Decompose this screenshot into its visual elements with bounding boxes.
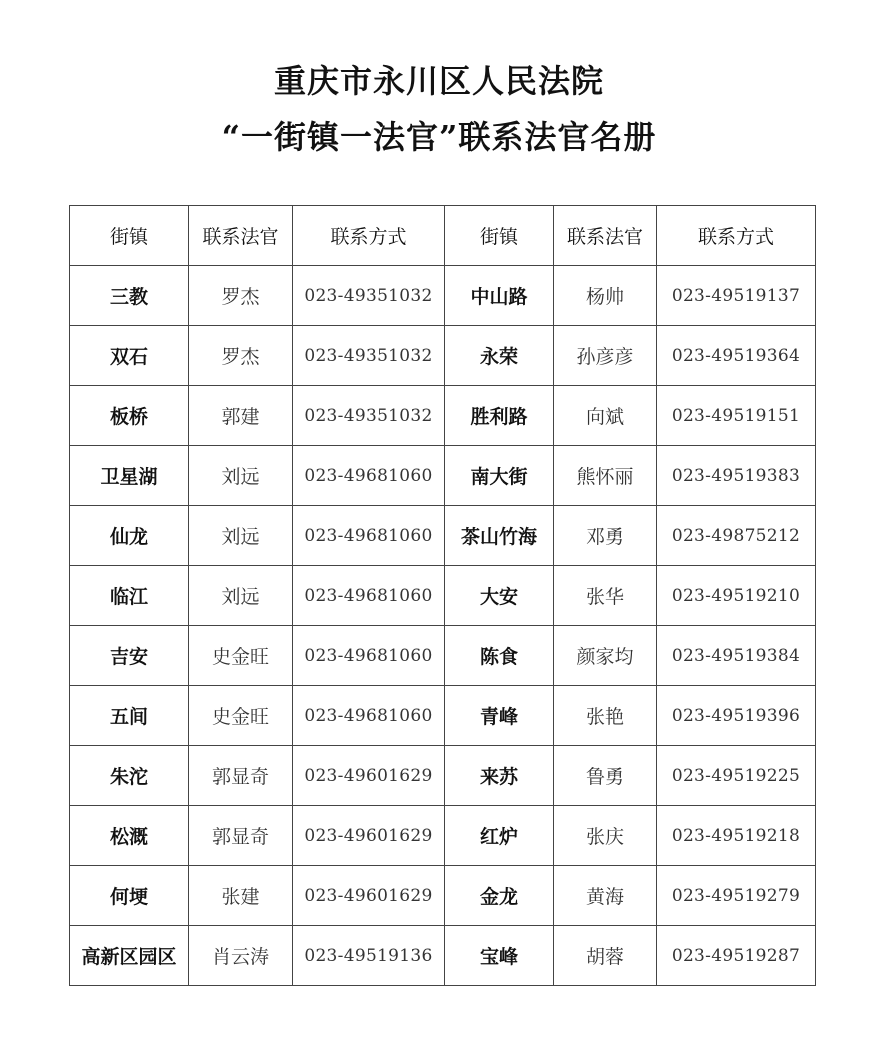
header-town-right: 街镇 <box>445 206 554 266</box>
cell-town: 青峰 <box>445 686 554 746</box>
cell-judge: 史金旺 <box>189 686 293 746</box>
cell-phone: 023-49519210 <box>657 566 816 626</box>
header-town-left: 街镇 <box>70 206 189 266</box>
cell-judge: 郭显奇 <box>189 746 293 806</box>
cell-phone: 023-49681060 <box>293 446 445 506</box>
cell-phone: 023-49519225 <box>657 746 816 806</box>
table-row <box>70 506 816 566</box>
cell-town: 五间 <box>70 686 189 746</box>
cell-town: 仙龙 <box>70 506 189 566</box>
header-contact-left: 联系方式 <box>293 206 445 266</box>
cell-phone: 023-49601629 <box>293 866 445 926</box>
cell-judge: 黄海 <box>554 866 657 926</box>
cell-judge: 罗杰 <box>189 266 293 326</box>
cell-town: 板桥 <box>70 386 189 446</box>
cell-judge: 张华 <box>554 566 657 626</box>
cell-town: 大安 <box>445 566 554 626</box>
table-row <box>70 386 816 446</box>
cell-judge: 肖云涛 <box>189 926 293 986</box>
cell-phone: 023-49519384 <box>657 626 816 686</box>
cell-town: 中山路 <box>445 266 554 326</box>
cell-phone: 023-49519218 <box>657 806 816 866</box>
header-judge-right: 联系法官 <box>554 206 657 266</box>
cell-judge: 杨帅 <box>554 266 657 326</box>
cell-town: 来苏 <box>445 746 554 806</box>
cell-phone: 023-49681060 <box>293 506 445 566</box>
cell-town: 胜利路 <box>445 386 554 446</box>
cell-town: 陈食 <box>445 626 554 686</box>
cell-judge: 刘远 <box>189 506 293 566</box>
cell-judge: 郭显奇 <box>189 806 293 866</box>
cell-town: 红炉 <box>445 806 554 866</box>
table-row <box>70 566 816 626</box>
table-row <box>70 686 816 746</box>
cell-judge: 罗杰 <box>189 326 293 386</box>
title-court-name: 重庆市永川区人民法院 <box>273 62 604 100</box>
cell-phone: 023-49519287 <box>657 926 816 986</box>
cell-judge: 张建 <box>189 866 293 926</box>
cell-phone: 023-49601629 <box>293 746 445 806</box>
cell-town: 双石 <box>70 326 189 386</box>
cell-judge: 郭建 <box>189 386 293 446</box>
cell-phone: 023-49681060 <box>293 686 445 746</box>
header-judge-left: 联系法官 <box>189 206 293 266</box>
cell-phone: 023-49681060 <box>293 626 445 686</box>
judge-roster-table <box>69 205 816 986</box>
cell-town: 永荣 <box>445 326 554 386</box>
cell-phone: 023-49519279 <box>657 866 816 926</box>
cell-town: 吉安 <box>70 626 189 686</box>
cell-phone: 023-49519137 <box>657 266 816 326</box>
table-row <box>70 446 816 506</box>
cell-phone: 023-49519396 <box>657 686 816 746</box>
cell-phone: 023-49519364 <box>657 326 816 386</box>
cell-town: 南大街 <box>445 446 554 506</box>
cell-town: 金龙 <box>445 866 554 926</box>
document-title <box>0 58 878 160</box>
table-body <box>70 266 816 986</box>
cell-phone: 023-49351032 <box>293 266 445 326</box>
cell-phone: 023-49519383 <box>657 446 816 506</box>
table-row <box>70 926 816 986</box>
table-row <box>70 266 816 326</box>
table-row <box>70 626 816 686</box>
cell-town: 何埂 <box>70 866 189 926</box>
cell-town: 松溉 <box>70 806 189 866</box>
cell-town: 临江 <box>70 566 189 626</box>
title-roster-name: “一街镇一法官”联系法官名册 <box>221 118 657 156</box>
cell-phone: 023-49519151 <box>657 386 816 446</box>
cell-phone: 023-49681060 <box>293 566 445 626</box>
cell-town: 宝峰 <box>445 926 554 986</box>
header-contact-right: 联系方式 <box>657 206 816 266</box>
table-row <box>70 746 816 806</box>
cell-judge: 向斌 <box>554 386 657 446</box>
cell-phone: 023-49601629 <box>293 806 445 866</box>
cell-judge: 鲁勇 <box>554 746 657 806</box>
cell-town: 高新区园区 <box>70 926 189 986</box>
cell-town: 茶山竹海 <box>445 506 554 566</box>
cell-judge: 邓勇 <box>554 506 657 566</box>
cell-town: 三教 <box>70 266 189 326</box>
cell-judge: 熊怀丽 <box>554 446 657 506</box>
cell-phone: 023-49351032 <box>293 326 445 386</box>
cell-judge: 张庆 <box>554 806 657 866</box>
cell-phone: 023-49519136 <box>293 926 445 986</box>
cell-phone: 023-49875212 <box>657 506 816 566</box>
table-header-row <box>70 206 816 266</box>
cell-judge: 孙彦彦 <box>554 326 657 386</box>
table-row <box>70 866 816 926</box>
cell-judge: 史金旺 <box>189 626 293 686</box>
table-row <box>70 326 816 386</box>
cell-judge: 张艳 <box>554 686 657 746</box>
cell-phone: 023-49351032 <box>293 386 445 446</box>
cell-judge: 胡蓉 <box>554 926 657 986</box>
table-row <box>70 806 816 866</box>
cell-judge: 刘远 <box>189 446 293 506</box>
cell-judge: 刘远 <box>189 566 293 626</box>
cell-town: 卫星湖 <box>70 446 189 506</box>
cell-town: 朱沱 <box>70 746 189 806</box>
cell-judge: 颜家均 <box>554 626 657 686</box>
